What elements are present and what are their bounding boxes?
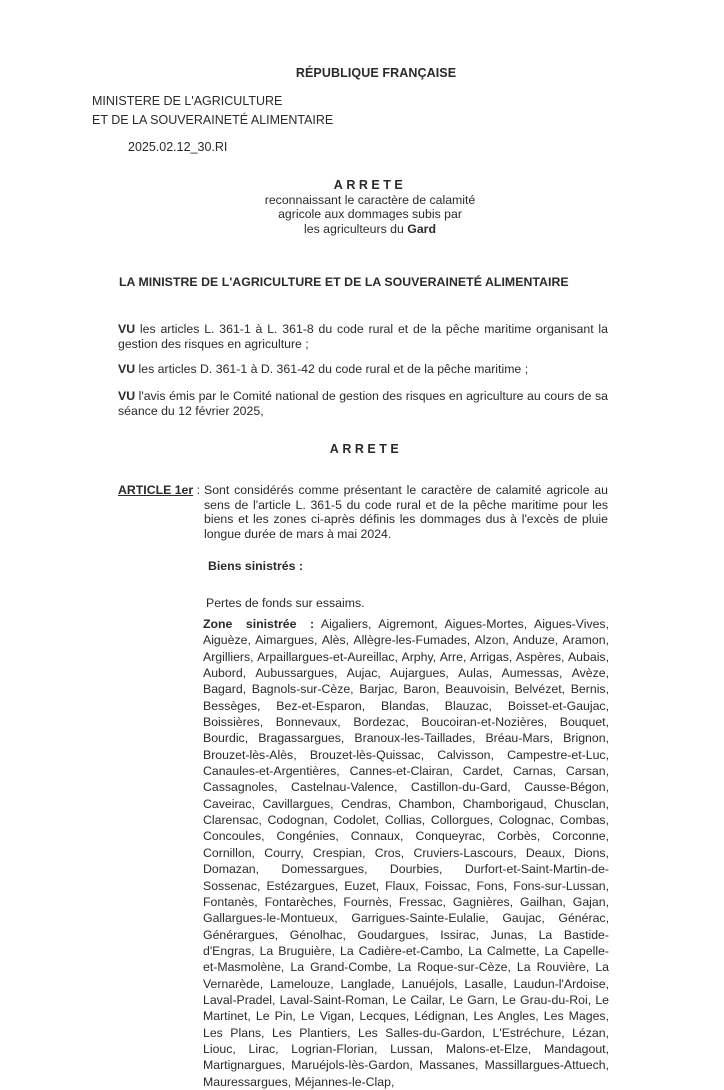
visa-text: les articles L. 361-1 à L. 361-8 du code rural et de la pêche maritime organisant la gestion des risques en agriculture ; bbox=[118, 322, 608, 351]
affected-zone-paragraph bbox=[203, 616, 609, 1090]
decree-subtitle-line3-text: les agriculteurs du bbox=[304, 221, 408, 236]
document-reference: 2025.02.12_30.RI bbox=[128, 140, 228, 154]
decree-title-block bbox=[220, 178, 520, 236]
visa-label: VU bbox=[118, 389, 136, 403]
visa-text: l'avis émis par le Comité national de gestion des risques en agriculture au cours de sa séance du 12 février 2025, bbox=[118, 389, 608, 418]
decree-subtitle-line2: agricole aux dommages subis par bbox=[278, 207, 462, 221]
article-body: Sont considérés comme présentant le caractère de calamité agricole au sens de l'article L. 361-5 du code rural et de la pêche maritime pour les biens et les zones ci-après définis les dommages dus à l'excès de pluie longue durée de mars à mai 2024. bbox=[204, 483, 608, 541]
article-separator: : bbox=[193, 483, 201, 497]
decree-heading: ARRETE bbox=[329, 442, 403, 456]
affected-zone-label: Zone sinistrée : bbox=[203, 617, 315, 631]
article-number: ARTICLE 1er bbox=[118, 483, 194, 497]
visa-label: VU bbox=[118, 362, 136, 376]
affected-goods-text: Pertes de fonds sur essaims. bbox=[206, 596, 365, 610]
visa-text: les articles D. 361-1 à D. 361-42 du code rural et de la pêche maritime ; bbox=[135, 362, 529, 376]
ministry-name-line2: ET DE LA SOUVERAINETÉ ALIMENTAIRE bbox=[92, 113, 334, 127]
visa-label: VU bbox=[118, 322, 136, 336]
decree-subtitle-line3 bbox=[220, 222, 520, 237]
affected-goods-heading: Biens sinistrés : bbox=[208, 559, 303, 573]
department-name: Gard bbox=[407, 221, 436, 236]
minister-heading: LA MINISTRE DE L'AGRICULTURE ET DE LA SOUVERAINETÉ ALIMENTAIRE bbox=[119, 275, 569, 289]
visa-paragraph bbox=[118, 389, 608, 418]
decree-subtitle-line1: reconnaissant le caractère de calamité bbox=[264, 192, 476, 207]
ministry-name-line1: MINISTERE DE L'AGRICULTURE bbox=[92, 94, 283, 108]
visa-paragraph bbox=[118, 322, 608, 351]
visa-paragraph bbox=[118, 362, 608, 377]
decree-title: ARRETE bbox=[333, 178, 407, 192]
affected-zone-list: Aigaliers, Aigremont, Aigues-Mortes, Aigues-Vives, Aiguèze, Aimargues, Alès, Allègre-les-Fumades, Alzon, Anduze, Aramon, Argilliers, Arpaillargues-et-Aureillac, Arphy, Arre, Arrigas, Aspères, Aubais, Aubord, Aubussargues, Aujac, Aujargues, Aulas, Aumessas, Avèze, Bagard, Bagnols-sur-Cèze, Barjac, Baron, Beauvoisin, Belvézet, Bernis, Bessèges, Bez-et-Esparon, Blandas, Blauzac, Boisset-et-Gaujac, Boissières, Bonnevaux, Bordezac, Boucoiran-et-Nozières, Bouquet, Bourdic, Bragassargues, Branoux-les-Taillades, Bréau-Mars, Brignon, Brouzet-lès-Alès, Brouzet-lès-Quissac, Calvisson, Campestre-et-Luc, Canaules-et-Argentières, Cannes-et-Clairan, Cardet, Carnas, Carsan, Cassagnoles, Castelnau-Valence, Castillon-du-Gard, Causse-Bégon, Caveirac, Cavillargues, Cendras, Chambon, Chamborigaud, Chusclan, Clarensac, Codognan, Codolet, Collias, Collorgues, Colognac, Combas, Concoules, Congénies, Connaux, Conqueyrac, Corbès, Corconne, Cornillon, Courry, Crespian, Cros, Cruviers-Lascours, Deaux, Dions, Domazan, Domessargues, Dourbies, Durfort-et-Saint-Martin-de-Sossenac, Estézargues, Euzet, Flaux, Foissac, Fons, Fons-sur-Lussan, Fontanès, Fontarèches, Fournès, Fressac, Gagnières, Gailhan, Gajan, Gallargues-le-Montueux, Garrigues-Sainte-Eulalie, Gaujac, Générac, Générargues, Génolhac, Goudargues, Issirac, Junas, La Bastide-d'Engras, La Bruguière, La Cadière-et-Cambo, La Calmette, La Capelle-et-Masmolène, La Grand-Combe, La Roque-sur-Cèze, La Rouvière, La Vernarède, Lamelouze, Langlade, Lanuéjols, Lasalle, Laudun-l'Ardoise, Laval-Pradel, Laval-Saint-Roman, Le Cailar, Le Garn, Le Grau-du-Roi, Le Martinet, Le Pin, Le Vigan, Lecques, Lédignan, Les Angles, Les Mages, Les Plans, Les Plantiers, Les Salles-du-Gardon, L'Estréchure, Lézan, Liouc, Lirac, Logrian-Florian, Lussan, Malons-et-Elze, Mandagout, Martignargues, Maruéjols-lès-Gardon, Massanes, Massillargues-Attuech, Mauressargues, Méjannes-le-Clap, bbox=[203, 617, 610, 1089]
article-label bbox=[118, 483, 200, 497]
republic-heading: RÉPUBLIQUE FRANÇAISE bbox=[295, 66, 457, 80]
